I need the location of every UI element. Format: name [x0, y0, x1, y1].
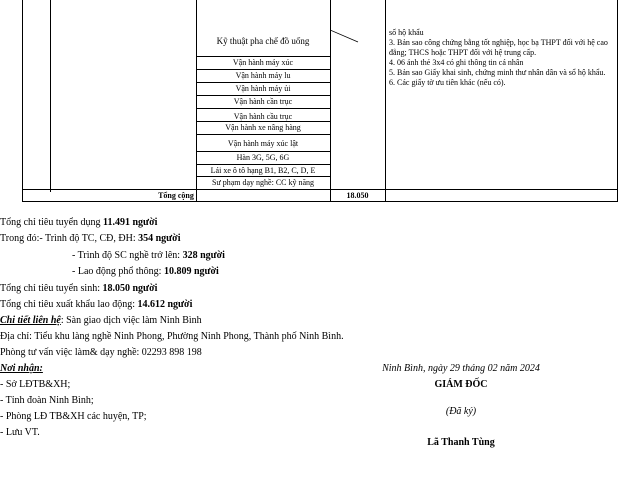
- sc-line: - Trình độ SC nghề trở lên: 328 người: [72, 250, 225, 261]
- occupation-cell: Kỹ thuật pha chế đồ uống: [216, 36, 310, 46]
- address-line: Địa chỉ: Tiểu khu làng nghề Ninh Phong, Phường Ninh Phong, Thành phố Ninh Bình.: [0, 331, 344, 342]
- signer-position: GIÁM ĐỐC: [434, 379, 488, 390]
- recipient-item: - Phòng LĐ TB&XH các huyện, TP;: [0, 411, 147, 422]
- occupation-cell: Hàn 3G, 5G, 6G: [236, 153, 290, 162]
- labor-line: - Lao động phổ thông: 10.809 người: [72, 266, 219, 277]
- recipient-item: - Lưu VT.: [0, 427, 40, 438]
- occupation-cell: Vận hành máy lu: [235, 71, 291, 80]
- place-date: Ninh Bình, ngày 29 tháng 02 năm 2024: [382, 363, 540, 374]
- note-item: 3. Bản sao công chứng bằng tốt nghiệp, học bạ THPT đối với hệ cao đẳng; THCS hoặc THPT đối với hệ trung cấp.: [389, 38, 608, 57]
- note-item: 6. Các giấy tờ ưu tiên khác (nếu có).: [389, 78, 506, 87]
- signer-name: Lã Thanh Tùng: [427, 437, 495, 448]
- occupation-cell: Vận hành xe nâng hàng: [225, 123, 301, 132]
- occupation-cell: Vận hành máy xúc: [232, 58, 294, 67]
- total-label: Tổng cộng: [158, 191, 194, 200]
- occupation-cell: Lái xe ô tô hạng B1, B2, C, D, E: [210, 166, 316, 175]
- recruit-line: Tổng chỉ tiêu tuyển dụng 11.491 người: [0, 217, 158, 228]
- signed-mark: (Đã ký): [445, 406, 477, 417]
- phone-line: Phòng tư vấn việc làm& dạy nghề: 02293 898 198: [0, 347, 202, 358]
- among-line: Trong đó:- Trình độ TC, CĐ, ĐH: 354 người: [0, 233, 181, 244]
- occupation-cell: Vận hành cầu trục: [233, 112, 293, 121]
- total-value: 18.050: [346, 191, 369, 200]
- enroll-line: Tổng chỉ tiêu tuyển sinh: 18.050 người: [0, 283, 158, 294]
- contact-line: Chi tiết liên hệ: Sàn giao dịch việc làm Ninh Bình: [0, 315, 202, 326]
- occupation-cell: Vận hành cần trục: [233, 97, 293, 106]
- requirements-notes: [389, 28, 617, 88]
- occupation-cell: Vận hành máy xúc lật: [227, 139, 299, 148]
- occupation-cell: Sư phạm dạy nghề: CC kỹ năng: [211, 178, 315, 187]
- cell-border-mark: [330, 30, 360, 44]
- note-item: 4. 06 ảnh thẻ 3x4 có ghi thông tin cá nhân: [389, 58, 524, 67]
- recipients-title: Nơi nhận:: [0, 363, 43, 374]
- note-item: 5. Bản sao Giấy khai sinh, chứng minh thư nhân dân và sổ hộ khẩu.: [389, 68, 606, 77]
- occupation-cell: Vận hành máy ủi: [235, 84, 291, 93]
- export-line: Tổng chỉ tiêu xuất khẩu lao động: 14.612 người: [0, 299, 193, 310]
- note-item: số hộ khẩu: [389, 28, 424, 37]
- recipient-item: - Tỉnh đoàn Ninh Bình;: [0, 395, 94, 406]
- recipient-item: - Sở LĐTB&XH;: [0, 379, 71, 390]
